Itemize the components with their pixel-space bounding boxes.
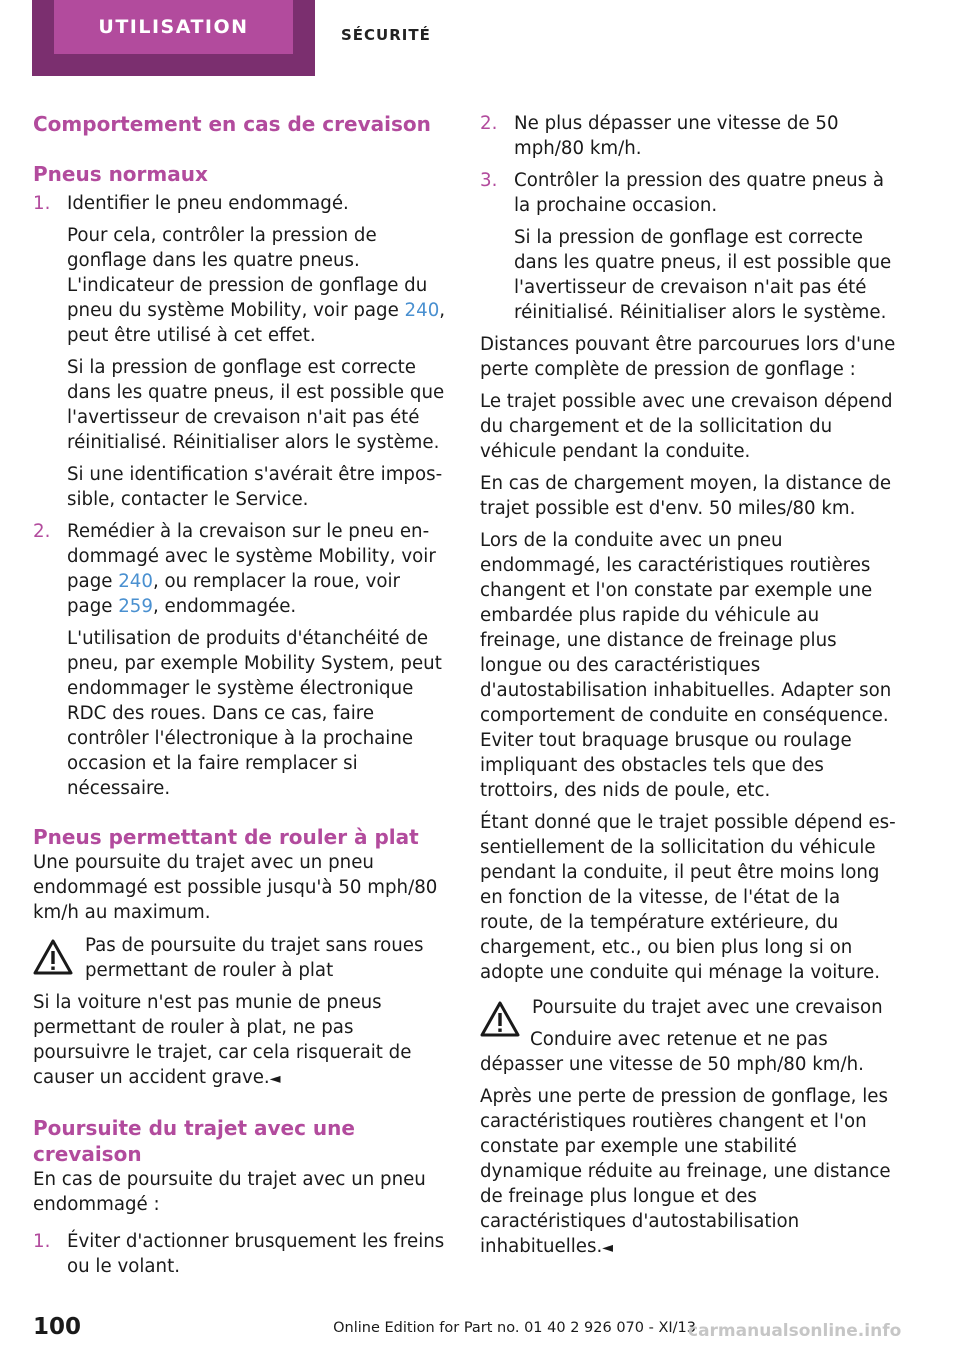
section-title: Comportement en cas de crevaison bbox=[33, 112, 431, 136]
paragraph: Si la pression de gonflage est correcte dans les quatre pneus, il est possible que l'avertisseur de crevaison n'ait pas été réinitialisé. Réinitialiser alors le système. bbox=[67, 357, 445, 453]
paragraph: Étant donné que le trajet possible dépend essentiellement de la sollicitation du véhicule pendant la conduite, il peut être moins long en fonction de la vitesse, de l'état de la route, de la température extérieure, du chargement, etc., ou bien plus long si on adopte une conduite qui ménage la voiture. bbox=[480, 812, 896, 983]
paragraph: L'utilisation de produits d'étanchéité de pneu, par exemple Mobility System, peut endommager le système électronique RDC des roues. Dans ce cas, faire contrôler l'électronique à la prochaine occasion et la faire remplacer si nécessaire. bbox=[67, 628, 442, 799]
list-number: 2. bbox=[33, 521, 51, 542]
right-column bbox=[480, 111, 898, 1261]
list-number: 1. bbox=[33, 1231, 51, 1252]
list-item bbox=[33, 519, 447, 801]
page-header bbox=[0, 0, 960, 78]
list-item bbox=[480, 168, 898, 325]
subsection-label: SÉCURITÉ bbox=[341, 26, 431, 44]
paragraph: En cas de chargement moyen, la distance de trajet possible est d'env. 50 miles/80 km. bbox=[480, 473, 892, 519]
paragraph: En cas de poursuite du trajet avec un pneu endommagé : bbox=[33, 1169, 426, 1215]
section-tab-label: UTILISATION bbox=[54, 0, 293, 54]
left-column bbox=[33, 111, 447, 1279]
list-number: 3. bbox=[480, 170, 498, 191]
warning-block bbox=[480, 995, 898, 1020]
page-link[interactable]: 259 bbox=[118, 596, 153, 617]
paragraph: Si une identification s'avérait être impossible, contacter le Service. bbox=[67, 464, 443, 510]
warning-icon bbox=[33, 939, 73, 975]
list-text: Ne plus dépasser une vitesse de 50 mph/80 km/h. bbox=[514, 113, 839, 159]
list-item bbox=[480, 111, 898, 161]
heading-normal-tires: Pneus normaux bbox=[33, 162, 208, 186]
list-text: Éviter d'actionner brusquement les freins ou le volant. bbox=[67, 1231, 445, 1277]
paragraph: Le trajet possible avec une crevaison dépend du chargement et de la sollicitation du véhicule pendant la conduite. bbox=[480, 391, 893, 462]
watermark: carmanualsonline.info bbox=[688, 1321, 902, 1341]
page-link[interactable]: 240 bbox=[404, 300, 440, 321]
paragraph: Si la pression de gonflage est correcte dans les quatre pneus, il est possible que l'avertisseur de crevaison n'ait pas été réinitialisé. Réinitialiser alors le système. bbox=[514, 227, 892, 323]
list-text: Identifier le pneu endommagé. bbox=[67, 193, 349, 214]
end-mark: ◄ bbox=[269, 1071, 281, 1087]
section-tab[interactable] bbox=[32, 0, 315, 76]
list-number: 1. bbox=[33, 193, 51, 214]
heading-runflat: Pneus permettant de rouler à plat bbox=[33, 825, 419, 849]
warning-icon bbox=[480, 1001, 520, 1037]
list-item bbox=[33, 1229, 447, 1279]
edition-footer: Online Edition for Part no. 01 40 2 926 070 - XI/13 bbox=[333, 1320, 696, 1336]
page-number: 100 bbox=[33, 1314, 82, 1340]
list-item bbox=[33, 191, 447, 512]
page-link[interactable]: 240 bbox=[118, 571, 153, 592]
list-number: 2. bbox=[480, 113, 498, 134]
paragraph: Une poursuite du trajet avec un pneu endommagé est possible jusqu'à 50 mph/80 km/h au maximum. bbox=[33, 852, 438, 923]
list-text: Contrôler la pression des quatre pneus à la prochaine occasion. bbox=[514, 170, 885, 216]
warning-title: Poursuite du trajet avec une crevaison bbox=[532, 997, 883, 1018]
warning-title: Pas de poursuite du trajet sans roues permettant de rouler à plat bbox=[85, 935, 424, 981]
paragraph: Après une perte de pression de gonflage, les caractéristiques routières changent et l'on constate par exemple une stabilité dynamique réduite au freinage, une distance de freinage plus longue et des caractéristiques d'autostabilisation inhabituelles.◄ bbox=[480, 1086, 891, 1257]
paragraph: Conduire avec retenue et ne pas dépasser une vitesse de 50 mph/80 km/h. bbox=[480, 1029, 864, 1075]
heading-continue: Poursuite du trajet avec une crevaison bbox=[33, 1116, 355, 1166]
paragraph: Pour cela, contrôler la pression de gonflage dans les quatre pneus. L'indicateur de pression de gonflage du pneu du système Mobility, voir page 240, peut être utilisé à cet effet. bbox=[67, 225, 446, 346]
list-text: Remédier à la crevaison sur le pneu endommagé avec le système Mobility, voir page 240, ou remplacer la roue, voir page 259, endommagée. bbox=[67, 521, 436, 617]
paragraph: Distances pouvant être parcourues lors d'une perte complète de pression de gonflage : bbox=[480, 334, 896, 380]
end-mark: ◄ bbox=[602, 1240, 614, 1256]
paragraph: Lors de la conduite avec un pneu endommagé, les caractéristiques routières changent et l'on constate par exemple une embardée plus rapide du véhicule au freinage, une distance de freinage plus longue ou des caractéristiques d'autostabilisation inhabituelles. Adapter son comportement de conduite en conséquence. Eviter tout braquage brusque ou roulage impliquant des obstacles tels que des trottoirs, des nids de poule, etc. bbox=[480, 530, 892, 801]
warning-block bbox=[33, 933, 447, 983]
paragraph: Si la voiture n'est pas munie de pneus permettant de rouler à plat, ne pas poursuivre le trajet, car cela risquerait de causer un accident grave.◄ bbox=[33, 992, 412, 1088]
